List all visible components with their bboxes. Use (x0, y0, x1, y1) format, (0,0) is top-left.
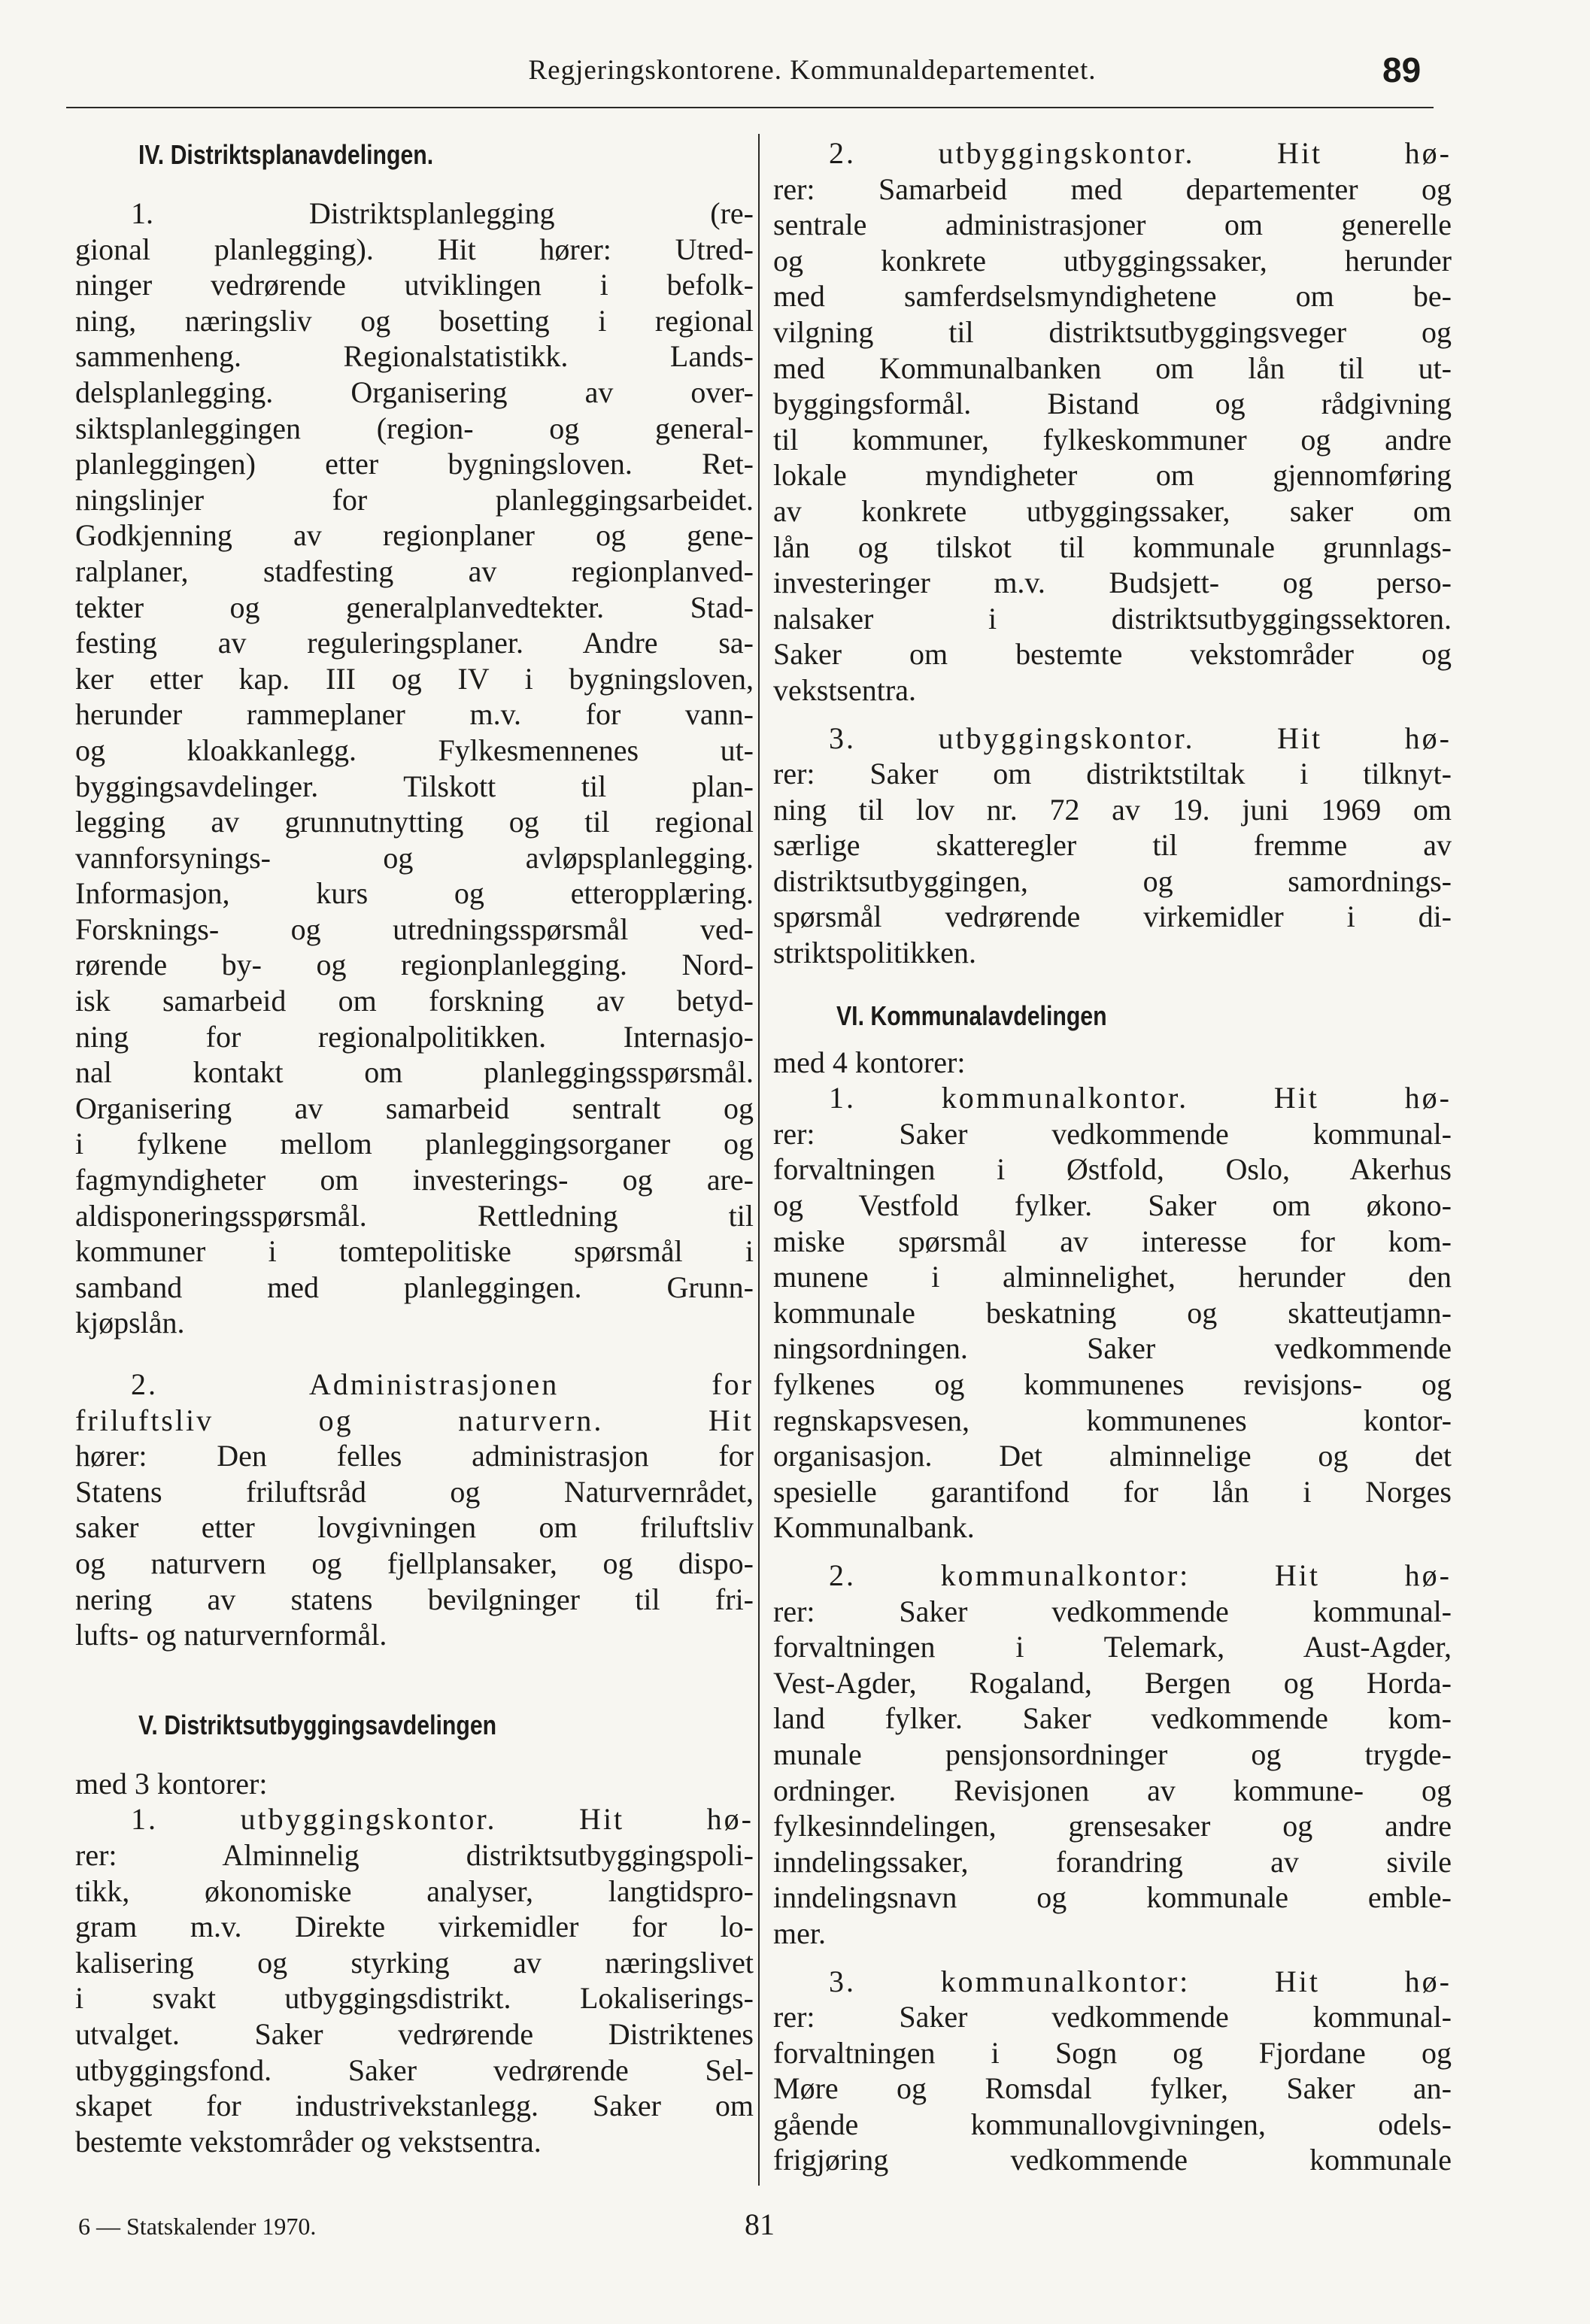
text-line: ning for regionalpolitikken. Internasjo- (75, 1019, 754, 1054)
text-line: rer: Saker om distriktstiltak i tilknyt- (773, 757, 1452, 791)
paragraph-kommunalkontor-3 (773, 1964, 1452, 2179)
text-line: delsplanlegging. Organisering av over- (75, 375, 754, 409)
paragraph-kommunalkontor-2 (773, 1558, 1452, 1952)
text-line: 2. utbyggingskontor. Hit hø- (829, 136, 1452, 170)
text-line: utvalget. Saker vedrørende Distriktenes (75, 2016, 754, 2051)
text-line: 3. kommunalkontor: Hit hø- (829, 1964, 1452, 1998)
text-line: herunder rammeplaner m.v. for vann- (75, 697, 754, 732)
text-line: og konkrete utbyggingssaker, herunder (773, 243, 1452, 278)
text-line: forvaltningen i Telemark, Aust-Agder, (773, 1630, 1452, 1664)
text-line: legging av grunnutnytting og til regional (75, 805, 754, 839)
text-line: ning, næringsliv og bosetting i regional (75, 303, 754, 338)
column-divider (758, 134, 760, 2186)
section-intro: med 3 kontorer: (75, 1766, 268, 1801)
text-line: vekstsentra. (773, 672, 916, 707)
text-line: byggingsformål. Bistand og rådgivning (773, 387, 1452, 421)
text-line: utbyggingsfond. Saker vedrørende Sel- (75, 2052, 754, 2087)
text-line: tikk, økonomiske analyser, langtidspro- (75, 1873, 754, 1908)
text-line: kommuner i tomtepolitiske spørsmål i (75, 1234, 754, 1269)
text-line: rer: Samarbeid med departementer og (773, 171, 1452, 206)
text-line: investeringer m.v. Budsjett- og perso- (773, 566, 1452, 600)
text-line: i svakt utbyggingsdistrikt. Lokaliserings- (75, 1981, 754, 2016)
text-line: sammenheng. Regionalstatistikk. Lands- (75, 339, 754, 374)
text-line: land fylker. Saker vedkommende kom- (773, 1701, 1452, 1736)
text-line: rørende by- og regionplanlegging. Nord- (75, 948, 754, 982)
text-line: 1. kommunalkontor. Hit hø- (829, 1081, 1452, 1115)
text-line: sentrale administrasjoner om generelle (773, 208, 1452, 242)
text-line: ningslinjer for planleggingsarbeidet. (75, 482, 754, 517)
text-line: striktspolitikken. (773, 936, 976, 970)
section-heading-iv: IV. Distriktsplanavdelingen. (138, 139, 434, 170)
text-line: aldisponeringsspørsmål. Rettledning til (75, 1198, 754, 1233)
text-line: gional planlegging). Hit hører: Utred- (75, 232, 754, 266)
text-line: frigjøring vedkommende kommunale (773, 2143, 1452, 2177)
text-line: og Vestfold fylker. Saker om økono- (773, 1188, 1452, 1223)
text-line: Møre og Romsdal fylker, Saker an- (773, 2071, 1452, 2106)
text-line: ningsordningen. Saker vedkommende (773, 1331, 1452, 1366)
text-line: rer: Saker vedkommende kommunal- (773, 2000, 1452, 2034)
text-line: forvaltningen i Østfold, Oslo, Akerhus (773, 1152, 1452, 1187)
text-line: distriktsutbyggingen, og samordnings- (773, 863, 1452, 898)
text-line: munale pensjonsordninger og trygde- (773, 1737, 1452, 1771)
text-line: Forsknings- og utredningsspørsmål ved- (75, 912, 754, 946)
text-line: friluftsliv og naturvern. Hit (75, 1403, 754, 1437)
text-line: samband med planleggingen. Grunn- (75, 1270, 754, 1304)
text-line: særlige skatteregler til fremme av (773, 828, 1452, 863)
text-line: bestemte vekstområder og vekstsentra. (75, 2124, 542, 2159)
text-line: skapet for industrivekstanlegg. Saker om (75, 2089, 754, 2123)
paragraph-utbyggingskontor-2 (773, 135, 1452, 708)
text-line: fylkesinndelingen, grensesaker og andre (773, 1809, 1452, 1843)
text-line: rer: Saker vedkommende kommunal- (773, 1594, 1452, 1628)
text-line: tekter og generalplanvedtekter. Stad- (75, 590, 754, 624)
text-line: og naturvern og fjellplansaker, og dispo- (75, 1546, 754, 1580)
text-line: kjøpslån. (75, 1306, 185, 1340)
page-number: 89 (1382, 50, 1422, 90)
text-line: byggingsavdelinger. Tilskott til plan- (75, 769, 754, 803)
text-line: 1. Distriktsplanlegging (re- (131, 196, 754, 230)
text-line: saker etter lovgivningen om friluftsliv (75, 1510, 754, 1545)
text-line: Godkjenning av regionplaner og gene- (75, 518, 754, 553)
text-line: 2. Administrasjonen for (131, 1367, 754, 1401)
paragraph-distriktsplanlegging (75, 196, 754, 1341)
section-heading-vi: VI. Kommunalavdelingen (836, 1000, 1107, 1031)
text-line: ninger vedrørende utviklingen i befolk- (75, 268, 754, 302)
text-line: Organisering av samarbeid sentralt og (75, 1091, 754, 1125)
text-line: nering av statens bevilgninger til fri- (75, 1582, 754, 1616)
text-line: festing av reguleringsplaner. Andre sa- (75, 626, 754, 660)
text-line: lufts- og naturvernformål. (75, 1618, 387, 1652)
text-line: regnskapsvesen, kommunenes kontor- (773, 1403, 1452, 1437)
paragraph-utbyggingskontor-3 (773, 721, 1452, 971)
text-line: av konkrete utbyggingssaker, saker om (773, 493, 1452, 528)
footer-page-number: 81 (745, 2207, 775, 2241)
text-line: inndelingsnavn og kommunale emble- (773, 1880, 1452, 1915)
text-line: lån og tilskot til kommunale grunnlags- (773, 529, 1452, 564)
text-line: ralplaner, stadfesting av regionplanved- (75, 554, 754, 588)
text-line: munene i alminnelighet, herunder den (773, 1260, 1452, 1294)
text-line: Saker om bestemte vekstområder og (773, 637, 1452, 672)
section-heading-v: V. Distriktsutbyggingsavdelingen (138, 1709, 497, 1740)
text-line: kommunale beskatning og skatteutjamn- (773, 1295, 1452, 1330)
footer-signature: 6 — Statskalender 1970. (78, 2213, 317, 2240)
text-line: rer: Saker vedkommende kommunal- (773, 1116, 1452, 1151)
text-line: forvaltningen i Sogn og Fjordane og (773, 2035, 1452, 2070)
text-line: Informasjon, kurs og etteropplæring. (75, 876, 754, 911)
text-line: nalsaker i distriktsutbyggingssektoren. (773, 601, 1452, 636)
text-line: ordninger. Revisjonen av kommune- og (773, 1773, 1452, 1807)
text-line: 1. utbyggingskontor. Hit hø- (131, 1802, 754, 1837)
text-line: rer: Alminnelig distriktsutbyggingspoli- (75, 1837, 754, 1872)
text-line: lokale myndigheter om gjennomføring (773, 458, 1452, 493)
left-column (75, 135, 754, 2159)
text-line: hører: Den felles administrasjon for (75, 1439, 754, 1473)
paragraph-kommunalkontor-1 (773, 1080, 1452, 1546)
paragraph-utbyggingskontor-1 (75, 1801, 754, 2159)
text-line: fagmyndigheter om investerings- og are- (75, 1163, 754, 1197)
text-line: med samferdselsmyndighetene om be- (773, 279, 1452, 314)
text-line: miske spørsmål av interesse for kom- (773, 1224, 1452, 1258)
text-line: med Kommunalbanken om lån til ut- (773, 350, 1452, 385)
text-line: Kommunalbank. (773, 1510, 975, 1545)
text-line: ning til lov nr. 72 av 19. juni 1969 om (773, 792, 1452, 827)
text-line: ker etter kap. III og IV i bygningsloven, (75, 661, 754, 696)
text-line: kalisering og styrking av næringslivet (75, 1945, 754, 1980)
text-line: siktsplanleggingen (region- og general- (75, 411, 754, 445)
header-rule (66, 107, 1434, 108)
text-line: vannforsynings- og avløpsplanlegging. (75, 840, 754, 875)
text-line: og kloakkanlegg. Fylkesmennenes ut- (75, 733, 754, 767)
text-line: nal kontakt om planleggingsspørsmål. (75, 1055, 754, 1090)
text-line: planleggingen) etter bygningsloven. Ret- (75, 447, 754, 481)
text-line: organisasjon. Det alminnelige og det (773, 1439, 1452, 1473)
text-line: gram m.v. Direkte virkemidler for lo- (75, 1910, 754, 1944)
section-intro: med 4 kontorer: (773, 1045, 966, 1079)
text-line: til kommuner, fylkeskommuner og andre (773, 422, 1452, 457)
text-line: gående kommunallovgivningen, odels- (773, 2107, 1452, 2141)
text-line: i fylkene mellom planleggingsorganer og (75, 1127, 754, 1161)
running-header: Regjeringskontorene. Kommunaldepartementet. (528, 55, 1097, 86)
text-line: Vest-Agder, Rogaland, Bergen og Horda- (773, 1665, 1452, 1700)
text-line: 3. utbyggingskontor. Hit hø- (829, 721, 1452, 755)
text-line: inndelingssaker, forandring av sivile (773, 1844, 1452, 1879)
right-column (773, 135, 1452, 2178)
text-line: fylkenes og kommunenes revisjons- og (773, 1367, 1452, 1401)
text-line: vilgning til distriktsutbyggingsveger og (773, 314, 1452, 349)
text-line: 2. kommunalkontor: Hit hø- (829, 1558, 1452, 1592)
text-line: isk samarbeid om forskning av betyd- (75, 984, 754, 1018)
text-line: mer. (773, 1916, 826, 1950)
paragraph-administrasjonen (75, 1367, 754, 1653)
text-line: spesielle garantifond for lån i Norges (773, 1474, 1452, 1509)
text-line: spørsmål vedrørende virkemidler i di- (773, 900, 1452, 934)
text-line: Statens friluftsråd og Naturvernrådet, (75, 1474, 754, 1509)
